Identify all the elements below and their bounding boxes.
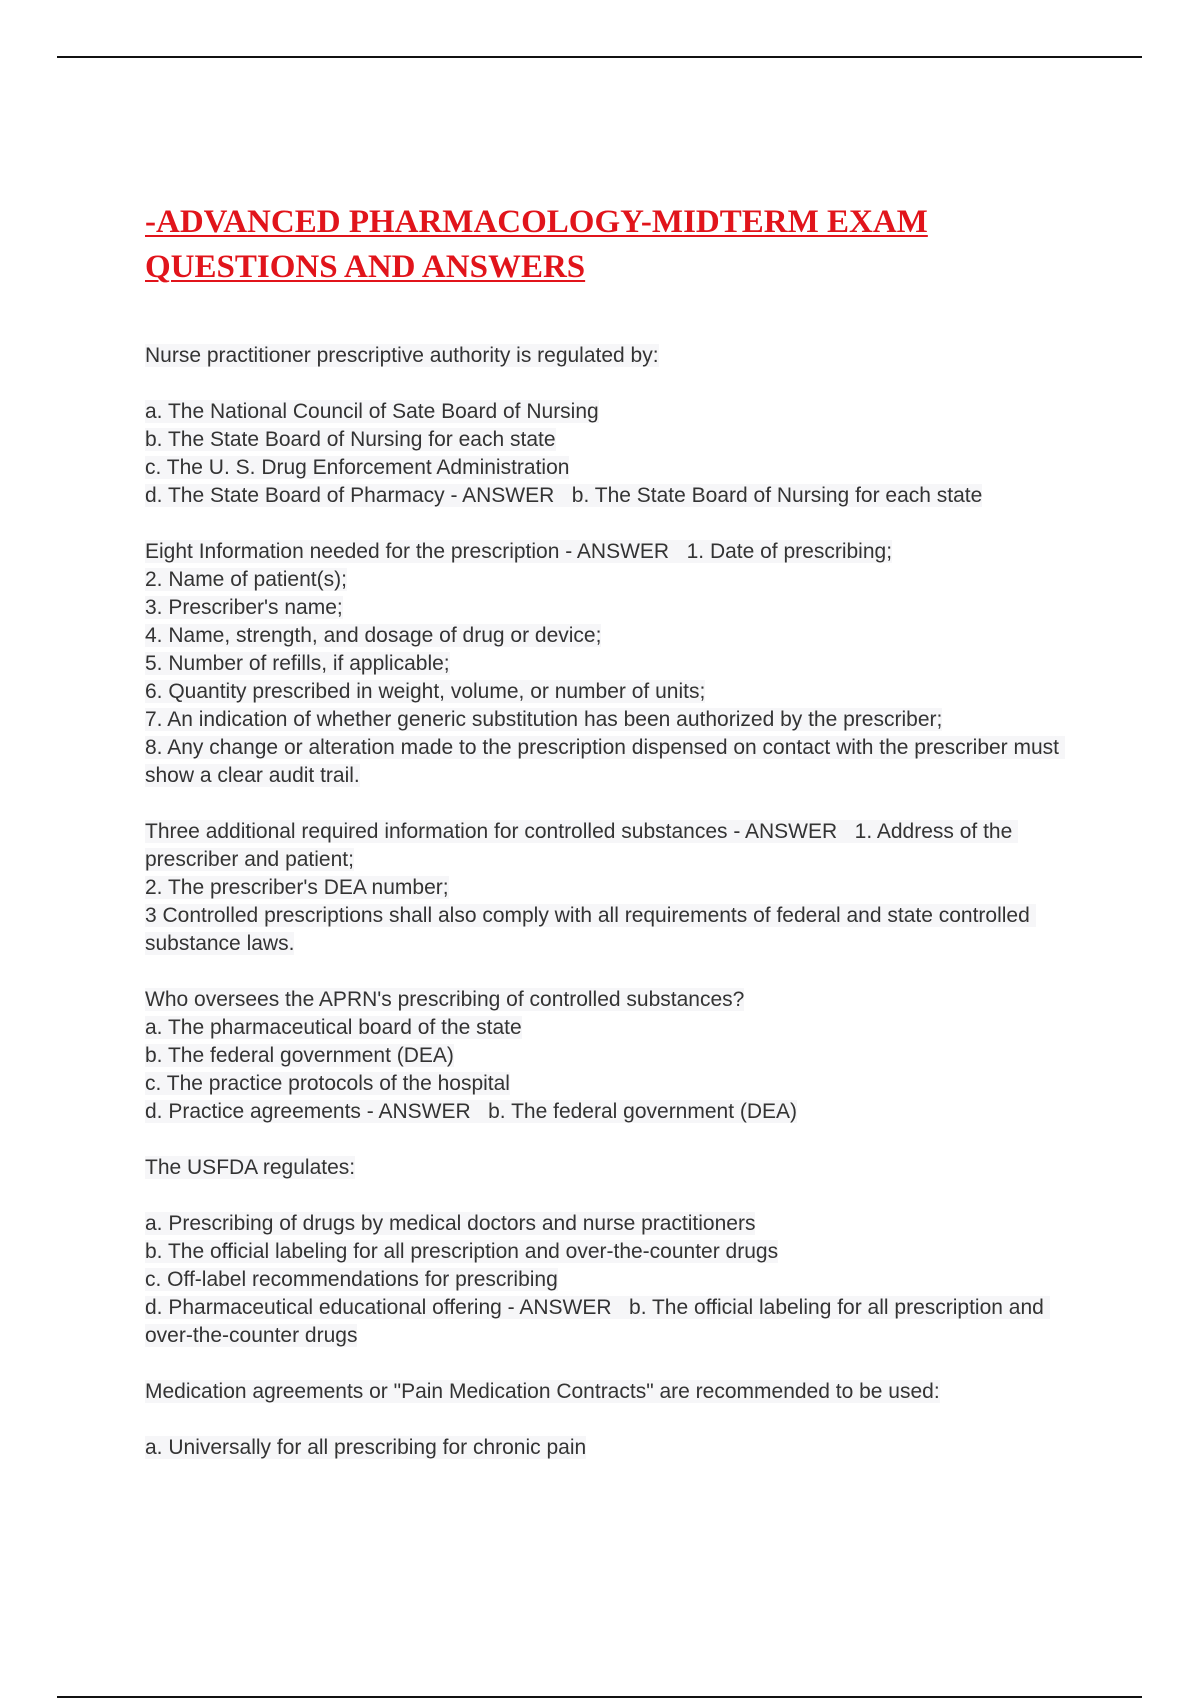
option-item-with-answer: d. Pharmaceutical educational offering - ANSWER b. The official labeling for all prescription and over-the-counter drugs xyxy=(145,1296,1050,1347)
header-rule xyxy=(57,56,1142,58)
question-block-4 xyxy=(145,986,1065,1126)
answer-line: 6. Quantity prescribed in weight, volume, or number of units; xyxy=(145,680,706,703)
answer-options-1 xyxy=(145,398,1065,510)
option-item: a. The National Council of Sate Board of Nursing xyxy=(145,400,599,423)
option-item: b. The official labeling for all prescription and over-the-counter drugs xyxy=(145,1240,779,1263)
question-block-1 xyxy=(145,342,1065,370)
answer-line: 5. Number of refills, if applicable; xyxy=(145,652,450,675)
answer-line: 8. Any change or alteration made to the prescription dispensed on contact with the prescriber must show a clear audit trail. xyxy=(145,736,1065,787)
answer-options-5 xyxy=(145,1210,1065,1350)
document-title xyxy=(145,200,1085,290)
question-answer-line: Three additional required information for controlled substances - ANSWER 1. Address of the prescriber and patient; xyxy=(145,820,1019,871)
answer-line: 7. An indication of whether generic substitution has been authorized by the prescriber; xyxy=(145,708,943,731)
option-item: a. The pharmaceutical board of the state xyxy=(145,1016,522,1039)
answer-line: 4. Name, strength, and dosage of drug or device; xyxy=(145,624,602,647)
question-prompt: Who oversees the APRN's prescribing of controlled substances? xyxy=(145,988,745,1011)
document-title-line-1: -ADVANCED PHARMACOLOGY-MIDTERM EXAM xyxy=(145,204,928,240)
question-block-2 xyxy=(145,538,1065,790)
option-item: a. Prescribing of drugs by medical doctors and nurse practitioners xyxy=(145,1212,756,1235)
option-item: c. The U. S. Drug Enforcement Administration xyxy=(145,456,570,479)
option-item-with-answer: d. The State Board of Pharmacy - ANSWER b. The State Board of Nursing for each state xyxy=(145,484,983,507)
question-answer-line: Eight Information needed for the prescription - ANSWER 1. Date of prescribing; xyxy=(145,540,893,563)
footer-rule xyxy=(57,1696,1142,1698)
answer-line: 3 Controlled prescriptions shall also comply with all requirements of federal and state controlled substance laws. xyxy=(145,904,1036,955)
option-item: a. Universally for all prescribing for chronic pain xyxy=(145,1436,587,1459)
question-block-6 xyxy=(145,1378,1065,1406)
answer-options-6 xyxy=(145,1434,1065,1462)
option-item: c. Off-label recommendations for prescribing xyxy=(145,1268,558,1291)
question-prompt: Nurse practitioner prescriptive authority is regulated by: xyxy=(145,344,659,367)
question-block-3 xyxy=(145,818,1065,958)
document-title-line-2: QUESTIONS AND ANSWERS xyxy=(145,249,586,285)
answer-line: 2. Name of patient(s); xyxy=(145,568,347,591)
option-item: b. The State Board of Nursing for each state xyxy=(145,428,556,451)
question-prompt: Medication agreements or "Pain Medication Contracts" are recommended to be used: xyxy=(145,1380,940,1403)
question-prompt: The USFDA regulates: xyxy=(145,1156,356,1179)
option-item: c. The practice protocols of the hospital xyxy=(145,1072,510,1095)
question-block-5 xyxy=(145,1154,1065,1182)
answer-line: 3. Prescriber's name; xyxy=(145,596,343,619)
answer-line: 2. The prescriber's DEA number; xyxy=(145,876,449,899)
option-item-with-answer: d. Practice agreements - ANSWER b. The federal government (DEA) xyxy=(145,1100,798,1123)
qa-content xyxy=(145,342,1065,1490)
option-item: b. The federal government (DEA) xyxy=(145,1044,454,1067)
